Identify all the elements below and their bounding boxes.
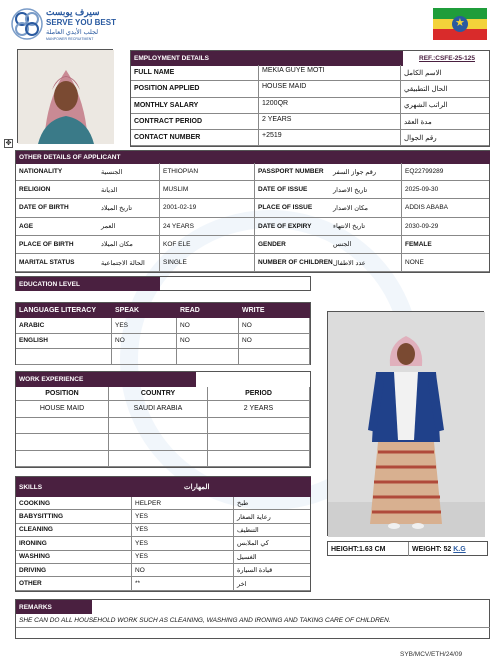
applicant-header: OTHER DETAILS OF APPLICANT [16,151,490,164]
language-value: NO [239,334,310,350]
weight-unit: K.G [453,545,466,553]
applicant-value: SINGLE [160,254,255,272]
applicant-label-2: DATE OF ISSUE [255,181,335,199]
language-value: NO [112,334,177,350]
skill-name: WASHING [16,551,132,564]
skills-header-ar: المهارات [181,477,311,497]
work-cell [16,418,109,435]
applicant-value: 2001-02-19 [160,199,255,217]
weight-label: WEIGHT: 52 [412,545,452,553]
applicant-label: MARITAL STATUS [16,254,106,272]
skill-name-ar: كي الملابس [234,537,310,550]
skill-value: YES [132,537,234,550]
education-value [160,277,310,291]
applicant-label: DATE OF BIRTH [16,199,106,217]
applicant-label-2: PLACE OF ISSUE [255,199,335,217]
ethiopia-flag-icon: ★ [433,8,487,40]
applicant-label-2: NUMBER OF CHILDREN [255,254,335,272]
work-cell [109,451,208,468]
employment-header: EMPLOYMENT DETAILS [131,51,403,66]
language-value: YES [112,318,177,334]
applicant-photo-portrait [17,49,113,143]
measurements-table [327,541,488,556]
language-header-write: WRITE [239,303,310,318]
applicant-value: KOF ELE [160,236,255,254]
applicant-label-2: DATE OF EXPIRY [255,218,335,236]
employment-value: MEKIA GUYE MOTI [259,65,401,81]
skill-name: IRONING [16,537,132,550]
work-cell [208,451,310,468]
applicant-label-ar: مكان الميلاد [98,236,160,254]
applicant-label-ar: العمر [98,218,160,236]
work-cell [109,434,208,451]
applicant-value-2: 2025-09-30 [402,181,489,199]
employment-label: CONTRACT PERIOD [131,114,259,130]
applicant-label-ar: الحالة الاجتماعية [98,254,160,272]
applicant-label: RELIGION [16,181,106,199]
employment-value: 1200QR [259,98,401,114]
language-value [112,349,177,365]
applicant-value-2: FEMALE [402,236,489,254]
education-table [15,276,311,291]
skill-value: NO [132,564,234,577]
applicant-label-2: GENDER [255,236,335,254]
language-header-literacy: LANGUAGE LITERACY [16,303,112,318]
brand-name-en: SERVE YOU BEST [46,18,116,27]
language-value: NO [177,318,239,334]
applicant-label-2-ar: تاريخ الاصدار [330,181,402,199]
applicant-value: MUSLIM [160,181,255,199]
height-value: HEIGHT:1.63 CM [331,545,386,553]
applicant-label-ar: الديانة [98,181,160,199]
employment-label-ar: رقم الجوال [401,130,489,146]
skill-name-ar: قيادة السيارة [234,564,310,577]
skill-value: YES [132,551,234,564]
applicant-label-2-ar: عدد الاطفال [330,254,402,272]
brand-tagline-en: MANPOWER RECRUITMENT [46,37,94,41]
employment-label-ar: مدة العقد [401,114,489,130]
skill-name: DRIVING [16,564,132,577]
applicant-label: PLACE OF BIRTH [16,236,106,254]
skill-name: OTHER [16,577,132,590]
applicant-value: 24 YEARS [160,218,255,236]
applicant-value-2: ADDIS ABABA [402,199,489,217]
work-column-period: PERIOD [208,387,310,401]
work-column-country: COUNTRY [109,387,208,401]
applicant-label-2-ar: رقم جواز السفر [330,163,402,181]
skill-name-ar: رعاية الصغار [234,510,310,523]
applicant-value-2: 2030-09-29 [402,218,489,236]
applicant-label-2-ar: تاريخ الانتهاء [330,218,402,236]
skill-name: COOKING [16,497,132,510]
employment-label: FULL NAME [131,65,259,81]
work-cell: 2 YEARS [208,401,310,418]
skill-value: YES [132,510,234,523]
applicant-label-2: PASSPORT NUMBER [255,163,335,181]
skill-name: CLEANING [16,524,132,537]
employment-label-ar: الراتب الشهري [401,98,489,114]
applicant-value-2: NONE [402,254,489,272]
move-handle-icon[interactable]: ✥ [5,140,12,147]
work-cell [208,418,310,435]
skill-name-ar: طبخ [234,497,310,510]
skill-value: HELPER [132,497,234,510]
employment-label: CONTACT NUMBER [131,130,259,146]
applicant-label-ar: الجنسية [98,163,160,181]
work-cell [16,451,109,468]
language-name: ENGLISH [16,334,112,350]
skill-name-ar: الغسيل [234,551,310,564]
language-name [16,349,112,365]
language-header-read: READ [177,303,239,318]
employment-label-ar: الحال التطبيقي [401,81,489,97]
employment-value: +2519 [259,130,401,146]
language-name: ARABIC [16,318,112,334]
language-header-speak: SPEAK [112,303,177,318]
employment-label: MONTHLY SALARY [131,98,259,114]
applicant-photo-full-body [327,311,484,536]
applicant-label: NATIONALITY [16,163,106,181]
employment-label-ar: الاسم الكامل [401,65,489,81]
remarks-text: SHE CAN DO ALL HOUSEHOLD WORK SUCH AS CLEANING, WASHING AND IRONING AND TAKING CARE OF CHILDREN. [19,617,391,624]
applicant-value-2: EQ22799289 [402,163,489,181]
serve-you-best-logo-icon [10,7,44,41]
brand-tagline-ar: لجلب الأيدي العاملة [46,29,99,36]
remarks-header: REMARKS [16,600,92,614]
reference-number: REF.:CSFE-25-125 [419,55,475,62]
language-value [177,349,239,365]
employment-label: POSITION APPLIED [131,81,259,97]
education-header: EDUCATION LEVEL [16,277,160,291]
skill-name: BABYSITTING [16,510,132,523]
weight-value [409,542,489,556]
work-cell: HOUSE MAID [16,401,109,418]
language-value: NO [177,334,239,350]
applicant-label-2-ar: الجنس [330,236,402,254]
applicant-label-2-ar: مكان الاصدار [330,199,402,217]
work-cell [208,434,310,451]
skill-name-ar: التنظيف [234,524,310,537]
skill-value: YES [132,524,234,537]
skills-header: SKILLS [16,477,181,497]
language-value [239,349,310,365]
work-cell [109,418,208,435]
footer-code: SYB/MCV/ETH/24/09 [400,651,463,658]
applicant-label-ar: تاريخ الميلاد [98,199,160,217]
employment-value: 2 YEARS [259,114,401,130]
employment-value: HOUSE MAID [259,81,401,97]
applicant-label: AGE [16,218,106,236]
remarks-table [15,599,490,639]
work-header: WORK EXPERIENCE [16,372,196,387]
company-logo [10,5,130,45]
work-column-position: POSITION [16,387,109,401]
language-value: NO [239,318,310,334]
skill-value: ** [132,577,234,590]
work-cell [16,434,109,451]
applicant-value: ETHIOPIAN [160,163,255,181]
work-cell: SAUDI ARABIA [109,401,208,418]
brand-name-ar: سيرف يوبست [46,7,100,17]
skill-name-ar: اخر [234,577,310,590]
